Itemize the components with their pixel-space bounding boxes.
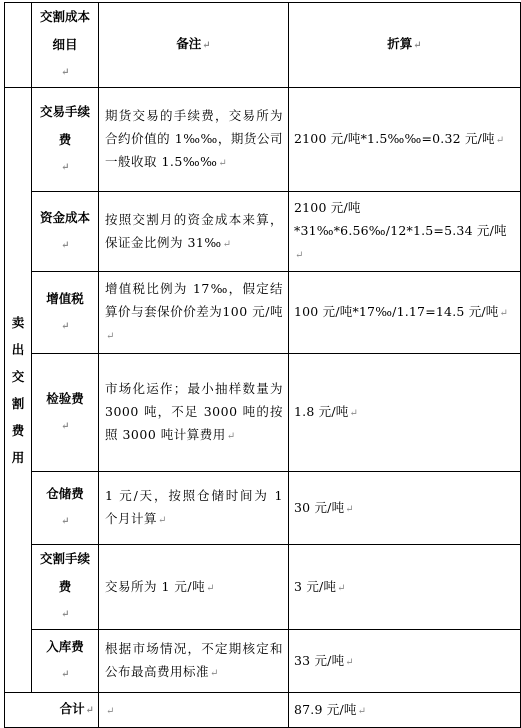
paragraph-mark-icon: ↵ [61, 239, 70, 251]
paragraph-mark-icon: ↵ [226, 431, 236, 442]
group-label: 卖出交割费用 [11, 315, 25, 465]
paragraph-mark-icon: ↵ [210, 668, 219, 679]
row-calc: 1.8 元/吨 [294, 404, 349, 419]
paragraph-mark-icon: ↵ [202, 40, 211, 51]
paragraph-mark-icon: ↵ [61, 420, 70, 432]
header-item-cell [32, 3, 99, 88]
paragraph-mark-icon: ↵ [357, 705, 367, 717]
table-row [5, 272, 521, 354]
paragraph-mark-icon: ↵ [206, 582, 216, 594]
row-calc: 30 元/吨 [294, 499, 345, 515]
table-row [5, 354, 521, 472]
row-calc-cell [289, 472, 521, 545]
paragraph-mark-icon: ↵ [499, 308, 509, 319]
row-calc: 3 元/吨 [294, 578, 337, 594]
row-name: 交易手续费 [39, 103, 90, 147]
table-row [5, 192, 521, 272]
row-note: 1 元/天，按照仓储时间为 1 个月计算 [105, 488, 283, 526]
row-name-cell [32, 192, 99, 272]
row-note-cell [99, 545, 289, 630]
row-note: 市场化运作；最小抽样数量为 3000 吨，不足 3000 吨的按照 3000 吨计算费用 [105, 381, 283, 442]
paragraph-mark-icon: ↵ [61, 320, 70, 332]
paragraph-mark-icon: ↵ [61, 67, 70, 78]
group-label-cell [5, 88, 32, 693]
row-name: 增值税 [46, 290, 84, 306]
row-name: 检验费 [46, 390, 84, 406]
table-row [5, 630, 521, 693]
row-note-cell [99, 192, 289, 272]
row-note-cell [99, 472, 289, 545]
paragraph-mark-icon: ↵ [337, 582, 346, 594]
header-row [5, 3, 521, 88]
row-calc: 100 元/吨*17‰/1.17=14.5 元/吨 [294, 304, 499, 319]
header-calc-cell [289, 3, 521, 88]
row-note: 增值税比例为 17‰，假定结算价与套保价价差为100 元/吨 [105, 281, 283, 319]
header-calc-label: 折算 [387, 36, 413, 51]
paragraph-mark-icon: ↵ [413, 40, 422, 51]
total-label-cell [5, 693, 99, 728]
row-name-cell [32, 630, 99, 693]
row-name: 资金成本 [39, 209, 90, 225]
row-note: 交易所为 1 元/吨 [105, 578, 206, 594]
paragraph-mark-icon: ↵ [61, 516, 70, 527]
paragraph-mark-icon: ↵ [61, 669, 70, 680]
row-calc-cell [289, 545, 521, 630]
table-row [5, 545, 521, 630]
paragraph-mark-icon: ↵ [218, 158, 228, 169]
paragraph-mark-icon: ↵ [106, 705, 115, 717]
total-calc-cell [289, 693, 521, 728]
row-note-cell [99, 354, 289, 472]
row-calc-cell [289, 88, 521, 192]
total-calc: 87.9 元/吨 [294, 701, 357, 717]
row-calc-cell [289, 272, 521, 354]
row-note-cell [99, 88, 289, 192]
total-note-cell [99, 693, 289, 728]
row-note-cell [99, 630, 289, 693]
row-name: 入库费 [46, 639, 84, 654]
row-name-cell [32, 272, 99, 354]
delivery-cost-table [4, 2, 521, 728]
paragraph-mark-icon: ↵ [295, 250, 304, 261]
paragraph-mark-icon: ↵ [106, 331, 115, 342]
row-calc: 2100 元/吨 *31‰*6.56‰/12*1.5=5.34 元/吨 [294, 200, 507, 238]
row-calc: 2100 元/吨*1.5‰‰=0.32 元/吨 [294, 131, 495, 146]
row-name-cell [32, 545, 99, 630]
paragraph-mark-icon: ↵ [61, 609, 70, 620]
paragraph-mark-icon: ↵ [345, 656, 354, 668]
paragraph-mark-icon: ↵ [495, 135, 505, 146]
paragraph-mark-icon: ↵ [158, 515, 167, 526]
paragraph-mark-icon: ↵ [349, 408, 359, 419]
paragraph-mark-icon: ↵ [85, 705, 94, 716]
row-note: 按照交割月的资金成本来算，保证金比例为 31‰ [105, 211, 283, 250]
total-row [5, 693, 521, 728]
header-blank-cell [5, 3, 32, 88]
row-calc-cell [289, 192, 521, 272]
header-note-label: 备注 [176, 36, 202, 51]
header-note-cell [99, 3, 289, 88]
row-name: 交割手续费 [39, 551, 90, 594]
row-calc: 33 元/吨 [294, 652, 345, 668]
row-calc-cell [289, 630, 521, 693]
row-calc-cell [289, 354, 521, 472]
row-name-cell [32, 472, 99, 545]
row-name-cell [32, 88, 99, 192]
table-row [5, 88, 521, 192]
paragraph-mark-icon: ↵ [222, 238, 232, 250]
row-note: 根据市场情况，不定期核定和公布最高费用标准 [105, 641, 283, 679]
row-note-cell [99, 272, 289, 354]
row-note: 期货交易的手续费，交易所为合约价值的 1‰‰，期货公司一般收取 1.5‰‰ [105, 108, 283, 169]
header-item-label: 交割成本细目 [39, 9, 90, 52]
paragraph-mark-icon: ↵ [345, 503, 354, 515]
total-label: 合计 [59, 701, 85, 716]
row-name-cell [32, 354, 99, 472]
table-row [5, 472, 521, 545]
row-name: 仓储费 [46, 486, 84, 501]
paragraph-mark-icon: ↵ [61, 161, 70, 173]
